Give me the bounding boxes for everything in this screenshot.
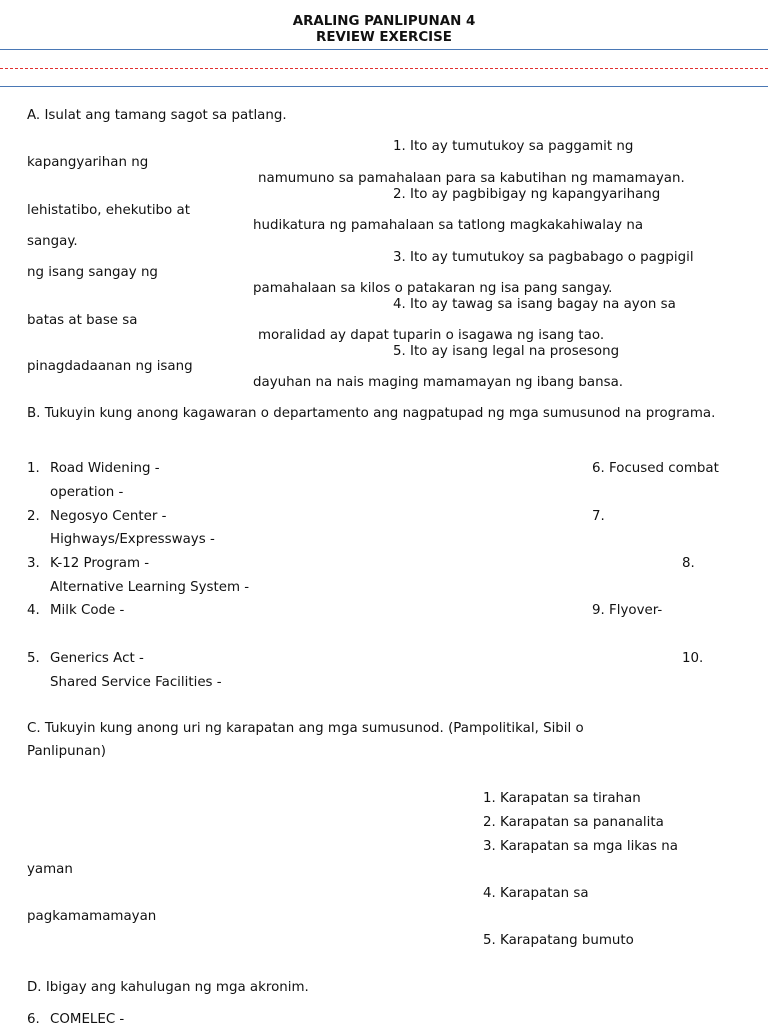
section-b-left-text-5: Generics Act - bbox=[50, 651, 144, 666]
section-b-right-num-9: 9. Flyover- bbox=[592, 603, 663, 618]
section-d-item-num-6: 6. bbox=[27, 1012, 40, 1027]
section-b-right-num-8: 8. bbox=[682, 556, 695, 571]
section-b-right-num-7: 7. bbox=[592, 509, 605, 524]
section-d-item-text-6: COMELEC - bbox=[50, 1012, 125, 1027]
section-c-item-1: 1. Karapatan sa tirahan bbox=[483, 791, 641, 806]
section-a-item-4-line3: moralidad ay dapat tuparin o isagawa ng isang tao. bbox=[258, 328, 605, 343]
section-b-right-cont-7: Highways/Expressways - bbox=[50, 532, 215, 547]
section-c-item-4-cont: pagkamamamayan bbox=[27, 909, 157, 924]
section-c-instruction-line1: C. Tukuyin kung anong uri ng karapatan ang mga sumusunod. (Pampolitikal, Sibil o bbox=[27, 721, 584, 736]
section-a-instruction: A. Isulat ang tamang sagot sa patlang. bbox=[27, 108, 287, 123]
section-c-item-2: 2. Karapatan sa pananalita bbox=[483, 815, 664, 830]
section-a-item-3-line3: pamahalaan sa kilos o patakaran ng isa pang sangay. bbox=[253, 281, 613, 296]
section-a-item-3-line2: ng isang sangay ng bbox=[27, 265, 158, 280]
section-a-item-2-line4: sangay. bbox=[27, 234, 78, 249]
section-b-left-num-1: 1. bbox=[27, 461, 40, 476]
section-d-instruction: D. Ibigay ang kahulugan ng mga akronim. bbox=[27, 980, 309, 995]
section-a-item-2-line3: hudikatura ng pamahalaan sa tatlong magkakahiwalay na bbox=[253, 218, 644, 233]
section-b-left-text-4: Milk Code - bbox=[50, 603, 125, 618]
header-rule-top bbox=[0, 49, 768, 50]
section-b-left-text-2: Negosyo Center - bbox=[50, 509, 167, 524]
page-subtitle: REVIEW EXERCISE bbox=[316, 30, 452, 45]
section-b-left-text-3: K-12 Program - bbox=[50, 556, 150, 571]
section-a-item-4-line1: 4. Ito ay tawag sa isang bagay na ayon sa bbox=[393, 297, 676, 312]
section-b-left-num-5: 5. bbox=[27, 651, 40, 666]
section-b-right-cont-10: Shared Service Facilities - bbox=[50, 675, 222, 690]
section-a-item-5-line3: dayuhan na nais maging mamamayan ng ibang bansa. bbox=[253, 375, 624, 390]
section-a-item-2-line1: 2. Ito ay pagbibigay ng kapangyarihang bbox=[393, 187, 661, 202]
section-c-instruction-line2: Panlipunan) bbox=[27, 744, 106, 759]
section-c-item-3: 3. Karapatan sa mga likas na bbox=[483, 839, 678, 854]
header-rule-dashed bbox=[0, 68, 768, 69]
section-a-item-1-line1: 1. Ito ay tumutukoy sa paggamit ng bbox=[393, 139, 634, 154]
section-a-item-2-line2: lehistatibo, ehekutibo at bbox=[27, 203, 190, 218]
section-b-left-num-4: 4. bbox=[27, 603, 40, 618]
section-a-item-5-line1: 5. Ito ay isang legal na prosesong bbox=[393, 344, 620, 359]
section-b-right-cont-6: operation - bbox=[50, 485, 124, 500]
section-b-instruction: B. Tukuyin kung anong kagawaran o departamento ang nagpatupad ng mga sumusunod na programa. bbox=[27, 406, 716, 421]
section-b-left-text-1: Road Widening - bbox=[50, 461, 160, 476]
page-title: ARALING PANLIPUNAN 4 bbox=[292, 14, 476, 29]
section-c-item-5: 5. Karapatang bumuto bbox=[483, 933, 634, 948]
section-a-item-1-line2: kapangyarihan ng bbox=[27, 155, 149, 170]
section-a-item-3-line1: 3. Ito ay tumutukoy sa pagbabago o pagpigil bbox=[393, 250, 694, 265]
section-b-right-cont-8: Alternative Learning System - bbox=[50, 580, 250, 595]
section-c-item-3-cont: yaman bbox=[27, 862, 73, 877]
section-a-item-5-line2: pinagdadaanan ng isang bbox=[27, 359, 193, 374]
section-b-right-num-6: 6. Focused combat bbox=[592, 461, 719, 476]
header-rule-bottom bbox=[0, 86, 768, 87]
section-b-right-num-10: 10. bbox=[682, 651, 704, 666]
section-a-item-1-line3: namumuno sa pamahalaan para sa kabutihan ng mamamayan. bbox=[258, 171, 685, 186]
section-b-left-num-3: 3. bbox=[27, 556, 40, 571]
section-b-left-num-2: 2. bbox=[27, 509, 40, 524]
section-a-item-4-line2: batas at base sa bbox=[27, 313, 138, 328]
section-c-item-4: 4. Karapatan sa bbox=[483, 886, 589, 901]
